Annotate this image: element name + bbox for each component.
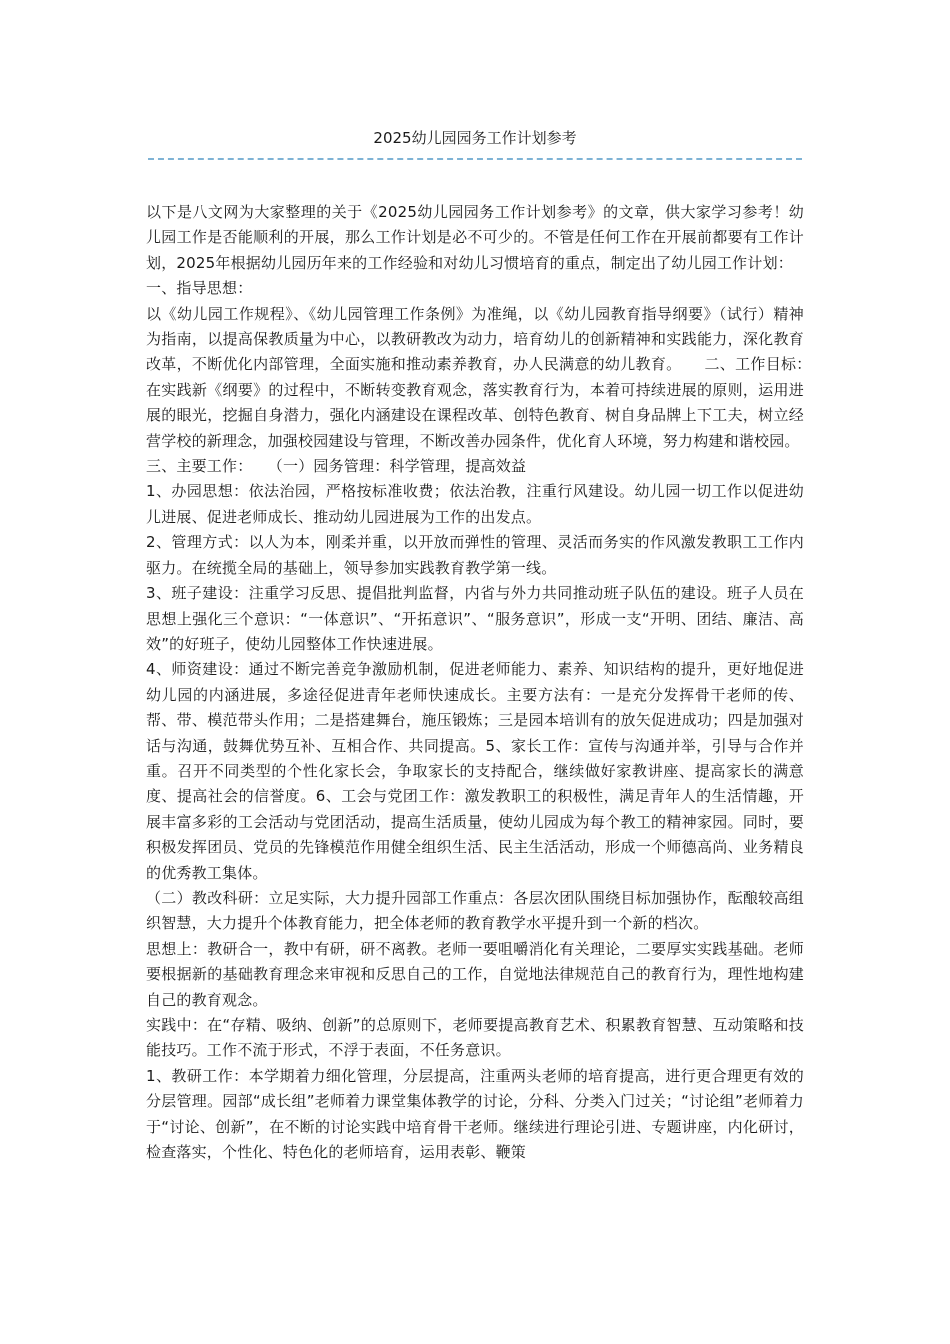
paragraph-teaching-research: 1、教研工作：本学期着力细化管理，分层提高，注重两头老师的培育提高，进行更合理更有效的分层管理。园部“成长组”老师着力课堂集体教学的讨论，分科、分类入门过关；“讨论组”老师着力于“讨论、创新”，在不断的讨论实践中培育骨干老师。继续进行理论引进、专题讲座，内化研讨，检查落实，个性化、特色化的老师培育，运用表彰、鞭策 (146, 1066, 804, 1162)
paragraph-item-3: 3、班子建设：注重学习反思、提倡批判监督，内省与外力共同推动班子队伍的建设。班子人员在思想上强化三个意识：“一体意识”、“开拓意识”、“服务意识”，形成一支“开明、团结、廉洁、高效”的好班子，使幼儿园整体工作快速进展。 (146, 584, 804, 653)
paragraph-research: （二）教改科研：立足实际，大力提升园部工作重点：各层次团队围绕目标加强协作，酝酿较高组织智慧，大力提升个体教育能力，把全体老师的教育教学水平提升到一个新的档次。 (146, 888, 804, 933)
heading-guiding-thought: 一、指导思想： (146, 279, 253, 298)
paragraph-item-4: 4、师资建设：通过不断完善竞争激励机制，促进老师能力、素养、知识结构的提升，更好地促进幼儿园的内涵进展，多途径促进青年老师快速成长。主要方法有：一是充分发挥骨干老师的传、帮、带、模范带头作用；二是搭建舞台，施压锻炼；三是园本培训有的放矢促进成功；四是加强对话与沟通，鼓舞优势互补、互相合作、共同提高。5、家长工作：宣传与沟通并举，引导与合作并重。召开不同类型的个性化家长会，争取家长的支持配合，继续做好家教讲座、提高家长的满意度、提高社会的信誉度。6、工会与党团工作：激发教职工的积极性，满足青年人的生活情趣，开展丰富多彩的工会活动与党团活动，提高生活质量，使幼儿园成为每个教工的精神家园。同时，要积极发挥团员、党员的先锋模范作用健全组织生活、民主生活活动，形成一个师德高尚、业务精良的优秀教工集体。 (146, 660, 804, 882)
heading-main-work: 三、主要工作： （一）园务管理：科学管理，提高效益 (146, 457, 527, 476)
paragraph-item-2: 2、管理方式：以人为本，刚柔并重，以开放而弹性的管理、灵活而务实的作风激发教职工工作内驱力。在统揽全局的基础上，领导参加实践教育教学第一线。 (146, 533, 804, 577)
paragraph-intro: 以下是八文网为大家整理的关于《2025幼儿园园务工作计划参考》的文章，供大家学习参考！幼儿园工作是否能顺利的开展，那么工作计划是必不可少的。不管是任何工作在开展前都要有工作计划，2025年根据幼儿园历年来的工作经验和对幼儿习惯培育的重点，制定出了幼儿园工作计划： (146, 203, 804, 272)
document-title: 2025幼儿园园务工作计划参考 (373, 129, 577, 147)
paragraph-practice: 实践中：在“存精、吸纳、创新”的总原则下，老师要提高教育艺术、积累教育智慧、互动策略和技能技巧。工作不流于形式，不浮于表面，不任务意识。 (146, 1016, 804, 1060)
title-divider (148, 158, 802, 160)
paragraph-thinking: 思想上：教研合一，教中有研，研不离教。老师一要咀嚼消化有关理论，二要厚实实践基础。老师要根据新的基础教育理念来审视和反思自己的工作，自觉地法律规范自己的教育行为，理性地构建自己的教育观念。 (146, 939, 804, 1009)
document-body (146, 200, 835, 1165)
paragraph-guiding-thought: 以《幼儿园工作规程》、《幼儿园管理工作条例》为准绳，以《幼儿园教育指导纲要》（试行）精神为指南，以提高保教质量为中心，以教研教改为动力，培育幼儿的创新精神和实践能力，深化教育改革，不断优化内部管理，全面实施和推动素养教育，办人民满意的幼儿教育。 二、工作目标： 在实践新《纲要》的过程中，不断转变教育观念，落实教育行为，本着可持续进展的原则，运用进展的眼光，挖掘自身潜力，强化内涵建设在课程改革、创特色教育、树自身品牌上下工夫，树立经营学校的新理念，加强校园建设与管理，不断改善办园条件，优化育人环境，努力构建和谐校园。 (146, 304, 835, 450)
paragraph-item-1: 1、办园思想：依法治园，严格按标准收费；依法治教，注重行风建设。幼儿园一切工作以促进幼儿进展、促进老师成长、推动幼儿园进展为工作的出发点。 (146, 482, 804, 526)
